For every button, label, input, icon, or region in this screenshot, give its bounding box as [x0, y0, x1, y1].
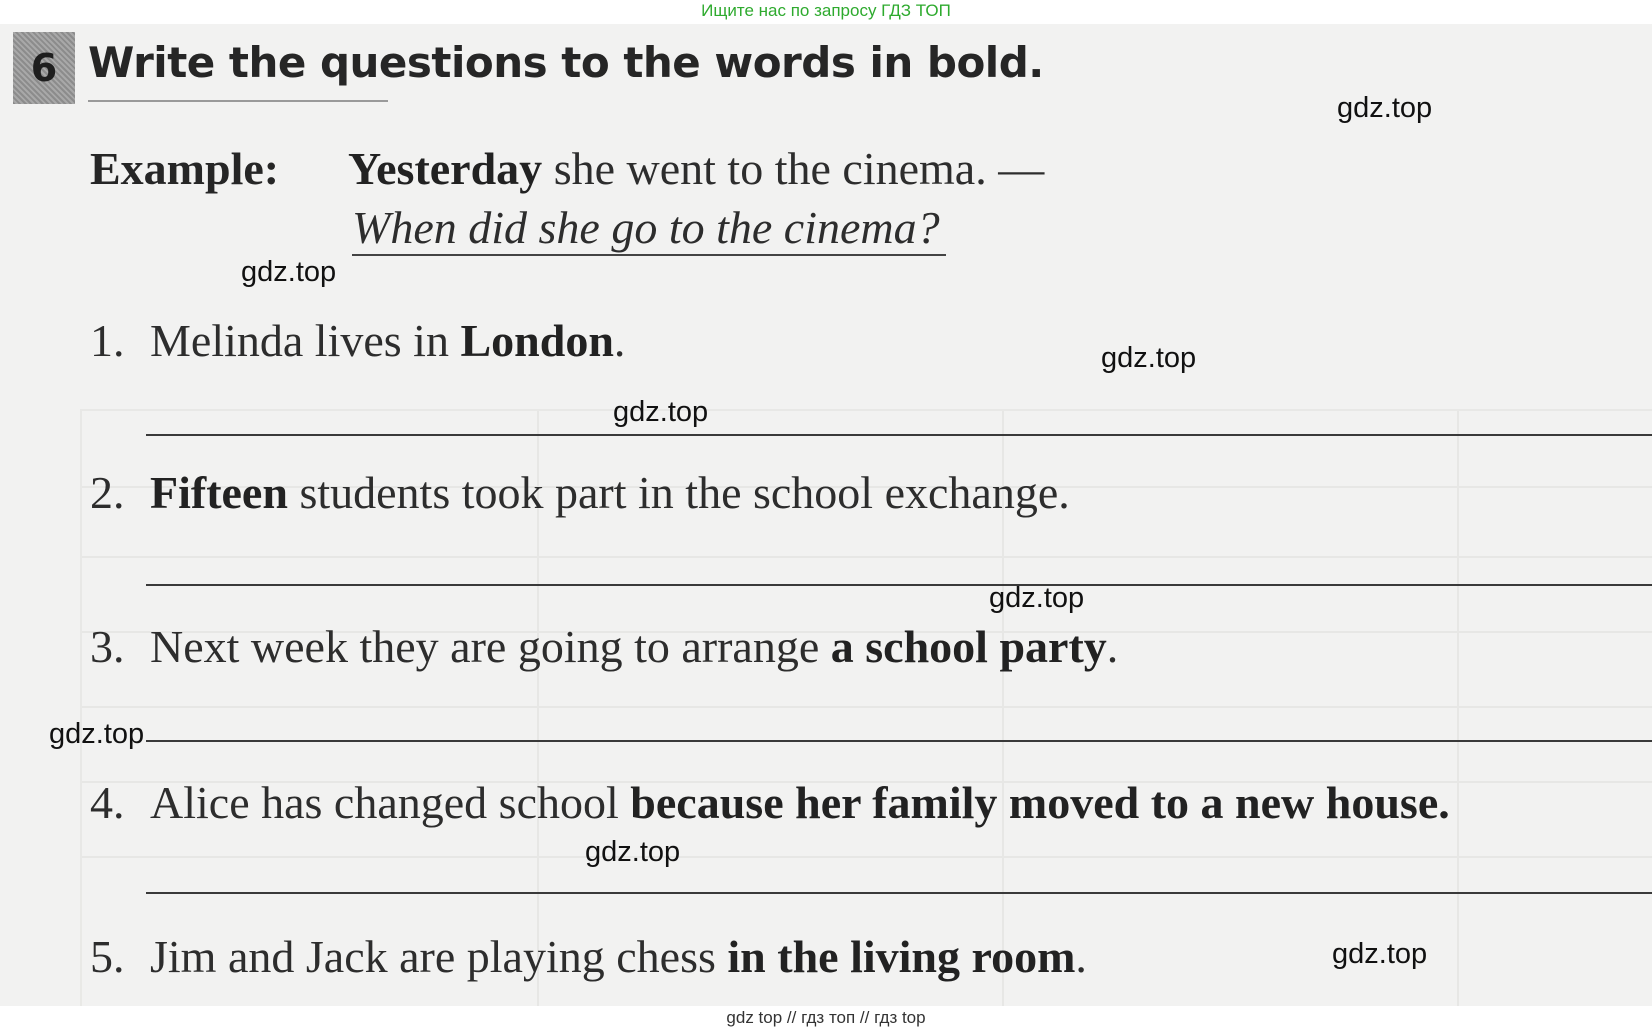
- item-bold: Fifteen: [150, 467, 288, 518]
- question-item-5: [90, 930, 1087, 983]
- question-item-1: [90, 314, 625, 367]
- item-number: 3.: [90, 621, 125, 672]
- answer-line-2[interactable]: [146, 584, 1652, 586]
- watermark: gdz.top: [1101, 342, 1197, 374]
- item-text-post: .: [1075, 931, 1087, 982]
- item-text-pre: Next week they are going to arrange: [150, 621, 831, 672]
- item-bold: London: [460, 315, 614, 366]
- question-item-4: [90, 776, 1450, 829]
- bottom-banner: gdz top // гдз топ // гдз top: [726, 1008, 926, 1027]
- item-bold: because her family moved to a new house.: [630, 777, 1450, 828]
- item-bold: a school party: [830, 621, 1107, 672]
- watermark: gdz.top: [585, 836, 681, 868]
- item-text-post: .: [613, 315, 626, 366]
- watermark: gdz.top: [1332, 938, 1428, 970]
- item-number: 5.: [90, 931, 125, 982]
- question-item-2: [90, 466, 1070, 519]
- watermark: gdz.top: [613, 396, 709, 428]
- example-rest: she went to the cinema. —: [542, 143, 1045, 194]
- item-number: 1.: [90, 315, 125, 366]
- item-number: 4.: [90, 777, 125, 828]
- example-label: Example:: [90, 143, 280, 194]
- textbook-page: [0, 24, 1652, 1006]
- title-underline: [88, 100, 388, 102]
- watermark: gdz.top: [1337, 92, 1433, 124]
- task-title: Write the questions to the words in bold.: [88, 38, 1044, 87]
- question-item-3: [90, 620, 1118, 673]
- watermark: gdz.top: [241, 256, 337, 288]
- item-text-post: .: [1106, 621, 1119, 672]
- item-text-pre: Melinda lives in: [150, 315, 461, 366]
- example-answer: When did she go to the cinema?: [352, 202, 946, 256]
- item-bold: in the living room: [727, 931, 1076, 982]
- watermark: gdz.top: [49, 718, 145, 750]
- answer-line-4[interactable]: [146, 892, 1652, 894]
- watermark: gdz.top: [989, 582, 1085, 614]
- answer-line-1[interactable]: [146, 434, 1652, 436]
- item-text-post: students took part in the school exchange.: [287, 467, 1070, 518]
- task-number-badge: 6: [13, 32, 75, 104]
- item-text-pre: Jim and Jack are playing chess: [150, 931, 728, 982]
- top-banner: Ищите нас по запросу ГДЗ ТОП: [701, 1, 951, 20]
- item-text-pre: Alice has changed school: [150, 777, 631, 828]
- answer-line-3[interactable]: [146, 740, 1652, 742]
- example-sentence: [348, 142, 1044, 195]
- item-number: 2.: [90, 467, 125, 518]
- example-bold-word: Yesterday: [348, 143, 543, 194]
